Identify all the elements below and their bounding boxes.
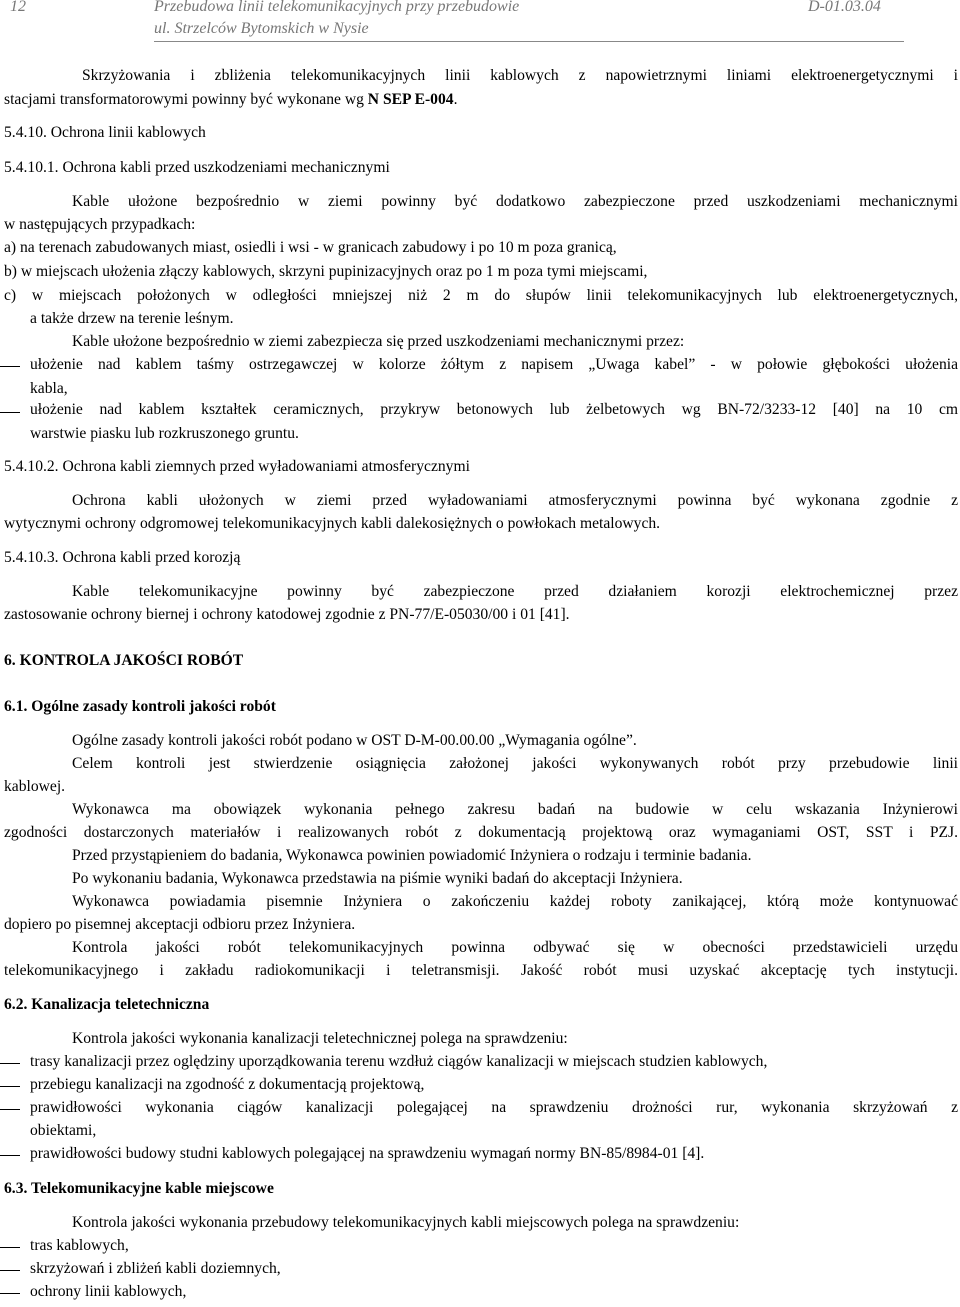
- dash-item-6-2-pipes-line1: prawidłowości wykonania ciągów kanalizacji polegającej na sprawdzeniu drożności rur, wykonania skrzyżowań z: [30, 1099, 958, 1116]
- para-6-1-contractor-line1: Wykonawca ma obowiązek wykonania pełnego zakresu badań na budowie w celu wskazania Inżynierowi: [72, 801, 958, 818]
- heading-5-4-10-1: 5.4.10.1. Ochrona kabli przed uszkodzeniami mechanicznymi: [4, 159, 390, 176]
- para-6-1-purpose-line2: kablowej.: [4, 778, 66, 795]
- dash-item-6-2-pipes-line2: obiektami,: [30, 1122, 97, 1139]
- heading-6-2: 6.2. Kanalizacja teletechniczna: [4, 996, 210, 1013]
- heading-6: 6. KONTROLA JAKOŚCI ROBÓT: [4, 652, 244, 669]
- para-6-1-control-line2: telekomunikacyjnego i zakładu radiokomunikacji i teletransmisji. Jakość robót musi uzyskać akceptację tych instytucji.: [4, 962, 958, 979]
- dash-item-tape-line2: kabla,: [30, 380, 68, 397]
- page-number: 12: [10, 0, 26, 15]
- heading-5-4-10: 5.4.10. Ochrona linii kablowych: [4, 124, 206, 141]
- para-atm-line2: wytycznymi ochrony odgromowej telekomunikacyjnych kabli dalekosiężnych o powłokach metalowych.: [4, 515, 661, 532]
- dash-item-tape-line1: ułożenie nad kablem taśmy ostrzegawczej w kolorze żółtym z napisem „Uwaga kabel” - w połowie głębokości ułożenia: [30, 356, 958, 373]
- dash-bullet: [0, 1109, 20, 1110]
- dash-item-6-3-routes: tras kablowych,: [30, 1237, 129, 1254]
- dash-item-shapes-line2: warstwie piasku lub rozkruszonego gruntu.: [30, 425, 299, 442]
- heading-5-4-10-3: 5.4.10.3. Ochrona kabli przed korozją: [4, 549, 241, 566]
- para-atm-line1: Ochrona kabli ułożonych w ziemi przed wyładowaniami atmosferycznymi powinna być wykonana zgodnie z: [72, 492, 958, 509]
- para-mech-line1: Kable ułożone bezpośrednio w ziemi powinny być dodatkowo zabezpieczone przed uszkodzeniami mechanicznymi: [72, 193, 958, 210]
- list-item-a: a) na terenach zabudowanych miast, osiedli i wsi - w granicach zabudowy i po 10 m poza granicą,: [4, 239, 617, 256]
- header-rule: [154, 41, 904, 42]
- para-6-1-before-test: Przed przystąpieniem do badania, Wykonawca powinien powiadomić Inżyniera o rodzaju i terminie badania.: [72, 847, 752, 864]
- para-6-3-intro: Kontrola jakości wykonania przebudowy telekomunikacyjnych kabli miejscowych polega na sprawdzeniu:: [72, 1214, 740, 1231]
- para-corrosion-line2: zastosowanie ochrony biernej i ochrony katodowej zgodnie z PN-77/E-05030/00 i 01 [41].: [4, 606, 570, 623]
- dash-bullet: [0, 1086, 20, 1087]
- header-title-line1: Przebudowa linii telekomunikacyjnych przy przebudowie: [154, 0, 520, 15]
- dash-item-6-3-crossings: skrzyżowań i zbliżeń kabli doziemnych,: [30, 1260, 281, 1277]
- para-6-1-control-line1: Kontrola jakości robót telekomunikacyjnych powinna odbywać się w obecności przedstawicieli urzędu: [72, 939, 958, 956]
- dash-bullet: [0, 1063, 20, 1064]
- para-6-1-notify-line2: dopiero po pisemnej akceptacji odbioru przez Inżyniera.: [4, 916, 356, 933]
- standard-ref: N SEP E-004: [367, 91, 454, 108]
- para-mech-line2: w następujących przypadkach:: [4, 216, 196, 233]
- dash-bullet: [0, 1293, 20, 1294]
- list-item-c-line1: c) w miejscach położonych w odległości mniejszej niż 2 m do słupów linii telekomunikacyjnych lub elektroenergetycznych,: [4, 287, 958, 304]
- dash-item-6-3-protection: ochrony linii kablowych,: [30, 1283, 187, 1300]
- para-6-1-line1: Ogólne zasady kontroli jakości robót podano w OST D-M-00.00.00 „Wymagania ogólne”.: [72, 732, 637, 749]
- para-6-2-intro: Kontrola jakości wykonania kanalizacji teletechnicznej polega na sprawdzeniu:: [72, 1030, 568, 1047]
- dash-bullet: [0, 366, 20, 367]
- dash-bullet: [0, 1155, 20, 1156]
- list-item-b: b) w miejscach ułożenia złączy kablowych, skrzyni pupinizacyjnych oraz po 1 m poza tymi miejscami,: [4, 263, 648, 280]
- heading-6-1: 6.1. Ogólne zasady kontroli jakości robót: [4, 698, 276, 715]
- dash-item-6-2-wells: prawidłowości budowy studni kablowych polegającej na sprawdzeniu wymagań normy BN-85/8984-01 [4].: [30, 1145, 705, 1162]
- para-crossings-line2: stacjami transformatorowymi powinny być wykonane wg N SEP E-004.: [4, 91, 458, 108]
- para-protect-intro: Kable ułożone bezpośrednio w ziemi zabezpiecza się przed uszkodzeniami mechanicznymi przez:: [72, 333, 685, 350]
- dash-item-6-2-course: przebiegu kanalizacji na zgodność z dokumentacją projektową,: [30, 1076, 425, 1093]
- dash-item-shapes-line1: ułożenie nad kablem kształtek ceramicznych, przykryw betonowych lub żelbetowych wg BN-72/3233-12 [40] na 10 cm: [30, 401, 958, 418]
- header-doc-code: D-01.03.04: [808, 0, 881, 15]
- heading-6-3: 6.3. Telekomunikacyjne kable miejscowe: [4, 1180, 274, 1197]
- para-6-1-purpose-line1: Celem kontroli jest stwierdzenie osiągnięcia założonej jakości wykonywanych robót przy przebudowie linii: [72, 755, 958, 772]
- list-item-c-line2: a także drzew na terenie leśnym.: [30, 310, 234, 327]
- dash-bullet: [0, 1247, 20, 1248]
- dash-item-6-2-route: trasy kanalizacji przez oględziny uporządkowania terenu wzdłuż ciągów kanalizacji w miejscach studzien kablowych,: [30, 1053, 768, 1070]
- dash-bullet: [0, 412, 20, 413]
- para-corrosion-line1: Kable telekomunikacyjne powinny być zabezpieczone przed działaniem korozji elektrochemicznej przez: [72, 583, 958, 600]
- para-6-1-after-test: Po wykonaniu badania, Wykonawca przedstawia na piśmie wyniki badań do akceptacji Inżyniera.: [72, 870, 683, 887]
- para-crossings-line1: Skrzyżowania i zbliżenia telekomunikacyjnych linii kablowych z napowietrznymi liniami elektroenergetycznymi i: [82, 67, 958, 84]
- para-6-1-contractor-line2: zgodności dostarczonych materiałów i realizowanych robót z dokumentacją projektową oraz wymaganiami OST, SST i PZJ.: [4, 824, 958, 841]
- para-6-1-notify-line1: Wykonawca powiadamia pisemnie Inżyniera o zakończeniu każdej roboty zanikającej, którą może kontynuować: [72, 893, 958, 910]
- header-title-line2: ul. Strzelców Bytomskich w Nysie: [154, 20, 369, 37]
- dash-bullet: [0, 1270, 20, 1271]
- heading-5-4-10-2: 5.4.10.2. Ochrona kabli ziemnych przed wyładowaniami atmosferycznymi: [4, 458, 470, 475]
